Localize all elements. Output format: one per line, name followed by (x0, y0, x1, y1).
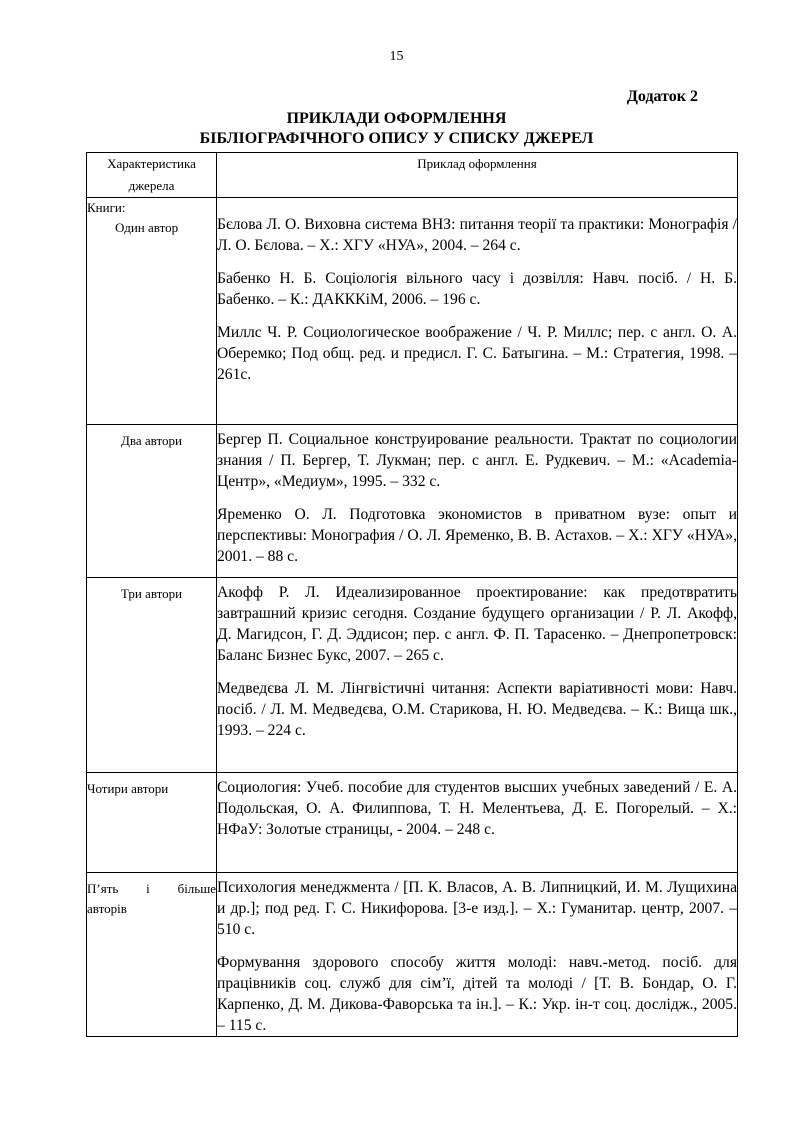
category-main: Книги: (87, 200, 126, 215)
entry: Бергер П. Социальное конструирование реальности. Трактат по социологии знания / П. Бергер, Т. Лукман; пер. с англ. Е. Рудкевич. – М.: «Academia-Центр», «Медиум», 1995. – 332 с. (217, 431, 737, 490)
entry: Социология: Учеб. пособие для студентов высших учебных заведений / Е. А. Подольская, О. А. Филиппова, Т. Н. Мелентьева, Д. Е. Погорелый. – Х.: НФаУ: Золотые страницы, - 2004. – 248 с. (217, 779, 737, 838)
page-title (0, 109, 793, 149)
header-col1-line1: Характеристика (107, 156, 196, 171)
title-line-2: БІБЛІОГРАФІЧНОГО ОПИСУ У СПИСКУ ДЖЕРЕЛ (199, 130, 594, 147)
entry: Формування здорового способу життя молоді: навч.-метод. посіб. для працівників соц. служб для сім’ї, дітей та молоді / [Т. В. Бондар, О. Г. Карпенко, Д. М. Дикова-Фаворська та ін.]. – К.: Укр. ін-т соц. дослідж., 2005. – 115 с. (217, 954, 737, 1034)
appendix-label: Додаток 2 (626, 88, 698, 105)
category-cell (87, 198, 217, 425)
category-label: Чотири автори (87, 781, 169, 796)
entry: Яременко О. Л. Подготовка экономистов в приватном вузе: опыт и перспективы: Монография / О. Л. Яременко, В. В. Астахов. – Х.: ХГУ «НУА», 2001. – 88 с. (217, 506, 737, 565)
category-line-2: авторів (87, 901, 127, 916)
header-source-characteristic (87, 153, 217, 198)
entries-cell (217, 873, 738, 1037)
entries-cell (217, 773, 738, 873)
category-cell (87, 425, 217, 578)
table-row (87, 773, 738, 873)
entry: Акофф Р. Л. Идеализированное проектирование: как предотвратить завтрашний кризис сегодня. Создание будущего организации / Р. Л. Акофф, Д. Магидсон, Г. Д. Эддисон; пер. с англ. Ф. П. Тарасенко. – Днепропетровск: Баланс Бизнес Букс, 2007. – 265 с. (217, 584, 737, 664)
entry: Психология менеджмента / [П. К. Власов, А. В. Липницкий, И. М. Лущихина и др.]; под ред. Г. С. Никифорова. [3-е изд.]. – Х.: Гуманитар. центр, 2007. – 510 с. (217, 879, 737, 938)
category-cell (87, 873, 217, 1037)
table-row (87, 578, 738, 773)
entry: Бабенко Н. Б. Соціологія вільного часу і дозвілля: Навч. посіб. / Н. Б. Бабенко. – К.: ДАКККіМ, 2006. – 196 с. (217, 270, 737, 308)
entry: Бєлова Л. О. Виховна система ВНЗ: питання теорії та практики: Монографія / Л. О. Бєлова. – Х.: ХГУ «НУА», 2004. – 264 с. (217, 216, 737, 254)
title-line-1: ПРИКЛАДИ ОФОРМЛЕННЯ (286, 110, 507, 127)
entries-cell (217, 198, 738, 425)
entry: Медведєва Л. М. Лінгвістичні читання: Аспекти варіативності мови: Навч. посіб. / Л. М. Медведєва, О.М. Старикова, Н. Ю. Медведєва. – К.: Вища шк., 1993. – 224 с. (217, 680, 737, 739)
category-cell (87, 578, 217, 773)
table-row (87, 873, 738, 1037)
bibliography-examples-table (86, 152, 738, 1037)
entries-cell (217, 578, 738, 773)
category-label: Три автори (120, 586, 183, 601)
table-row (87, 198, 738, 425)
page-number: 15 (389, 49, 404, 64)
header-example: Приклад оформлення (217, 153, 738, 198)
table-header-row (87, 153, 738, 198)
table-row (87, 425, 738, 578)
entry: Миллс Ч. Р. Социологическое воображение / Ч. Р. Миллс; пер. с англ. О. А. Оберемко; Под общ. ред. и предисл. Г. С. Батыгина. – М.: Стратегия, 1998. – 261с. (217, 324, 737, 383)
header-col1-line2: джерела (128, 178, 175, 193)
category-label: Два автори (121, 433, 182, 448)
entries-cell (217, 425, 738, 578)
category-cell (87, 773, 217, 873)
category-sub: Один автор (115, 220, 179, 235)
category-line-1: П’ять і більше (87, 881, 216, 896)
